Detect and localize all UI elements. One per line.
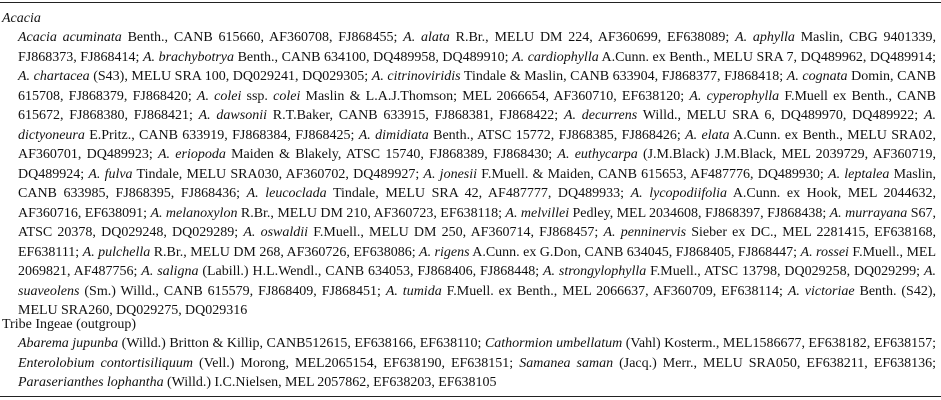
specimen-entry <box>197 89 689 104</box>
top-rule <box>0 2 941 3</box>
voucher-details: ssp. <box>241 88 274 104</box>
taxon-name: A. penninervis <box>603 225 687 240</box>
voucher-details: (Sm.) Willd., CANB 615579, FJ868409, FJ868451; <box>79 283 386 299</box>
voucher-details: Maslin & L.A.J.Thomson; MEL 2066654, AF360710, EF638120; <box>300 88 690 104</box>
section-title-ingeae: Tribe Ingeae (outgroup) <box>2 317 137 332</box>
specimen-entry <box>83 245 419 260</box>
voucher-details: Maiden & Blakely, ATSC 15740, FJ868389, FJ868430; <box>225 147 558 162</box>
taxon-name: A. tumida <box>385 283 442 299</box>
taxon-name: A. dictyoneura <box>18 108 937 143</box>
taxon-name: A. alata <box>403 30 450 45</box>
taxon-name: A. colei <box>196 88 242 104</box>
taxon-name: Samanea saman <box>519 355 614 371</box>
taxon-name: A. cognata <box>786 69 848 84</box>
specimen-entry <box>564 108 924 123</box>
taxon-name: A. brachybotrya <box>142 49 235 65</box>
specimen-entry <box>359 128 685 143</box>
voucher-details: R.Br., MELU DM 268, AF360726, EF638086; <box>150 244 420 260</box>
voucher-details: Tindale & Maslin, CANB 633904, FJ868377, FJ868418; <box>460 69 787 84</box>
ingeae-entries <box>0 334 936 393</box>
voucher-details: (Jacq.) Merr., MELU SRA050, EF638211, EF638136; <box>613 355 936 371</box>
voucher-details: (J.M.Black) J.M.Black, MEL 2039729, AF360719, DQ489924; <box>18 147 937 182</box>
voucher-details: A.Cunn. ex Hook, MEL 2044632, AF360716, EF638091; <box>18 186 936 221</box>
voucher-details: A.Cunn. ex G.Don, CANB 634045, FJ868405, FJ868447; <box>469 244 801 260</box>
taxon-name: A. elata <box>685 127 730 143</box>
taxon-name: A. victoriae <box>787 283 855 299</box>
voucher-details: F.Muell., MELU DM 250, AF360714, FJ868457; <box>308 225 604 240</box>
voucher-details: F.Muell. ex Benth., MEL 2066637, AF360709, EF638114; <box>441 283 788 299</box>
specimen-entry <box>143 50 512 65</box>
taxon-name: A. euthycarpa <box>557 147 638 162</box>
voucher-details: F.Muell., ATSC 13798, DQ029258, DQ029299; <box>646 264 924 279</box>
voucher-details: Benth., CANB 634100, DQ489958, DQ489910; <box>234 49 513 65</box>
voucher-details: A.Cunn. ex Benth., MELU SRA02, AF360701, DQ489923; <box>18 127 936 162</box>
taxon-name: Cathormion umbellatum <box>484 336 623 351</box>
voucher-details: R.T.Baker, CANB 633915, FJ868381, FJ868422; <box>266 108 564 123</box>
voucher-details: Pedley, MEL 2034608, FJ868397, FJ868438; <box>569 205 830 221</box>
specimen-entry <box>512 50 936 65</box>
voucher-details: Tindale, MELU SRA030, AF360702, DQ489927; <box>132 166 424 182</box>
taxon-name: A. eriopoda <box>158 147 226 162</box>
specimen-entry <box>199 108 564 123</box>
section-ingeae <box>0 316 936 393</box>
taxon-name: A. cyperophylla <box>689 88 780 104</box>
voucher-details: Tindale, MELU SRA 42, AF487777, DQ489933; <box>326 186 631 201</box>
voucher-details: (Vahl) Kosterm., MEL1586677, EF638182, EF638157; <box>622 336 936 351</box>
specimen-entry <box>519 356 936 371</box>
voucher-details: Benth., ATSC 15772, FJ868385, FJ868426; <box>428 127 686 143</box>
specimen-entry <box>247 186 631 201</box>
taxon-name: colei <box>273 88 301 104</box>
taxon-name: A. strongylophylla <box>542 264 647 279</box>
bottom-rule <box>0 396 941 397</box>
voucher-details: (Vell.) Morong, MEL2065154, EF638190, EF638151; <box>193 355 520 371</box>
taxon-name: Paraserianthes lophantha <box>18 375 164 390</box>
voucher-details: (Willd.) Britton & Killip, CANB512615, EF638166, EF638110; <box>118 336 485 351</box>
specimen-entry <box>505 206 829 221</box>
taxon-name: A. suaveolens <box>18 264 936 299</box>
taxon-name: A. citrinoviridis <box>371 69 461 84</box>
voucher-details: (Labill.) H.L.Wendl., CANB 634053, FJ868406, FJ868448; <box>198 264 543 279</box>
acacia-entries <box>0 28 936 321</box>
taxon-name: A. dimidiata <box>358 127 429 143</box>
taxon-name: A. cardiophylla <box>512 49 599 65</box>
section-title-acacia: Acacia <box>2 11 41 26</box>
taxon-name: A. aphylla <box>735 30 795 45</box>
specimen-entry <box>372 69 787 84</box>
specimen-entry <box>18 336 485 351</box>
taxon-name: A. decurrens <box>563 108 638 123</box>
voucher-details: Benth., CANB 615660, AF360708, FJ868455; <box>121 30 404 45</box>
taxon-name: A. fulva <box>88 166 133 182</box>
taxon-name: Enterolobium contortisiliquum <box>18 355 194 371</box>
voucher-details: Benth. (S42), MELU SRA260, DQ029275, DQ029316 <box>18 283 936 318</box>
taxon-name: Abarema jupunba <box>18 336 119 351</box>
taxon-name: A. saligna <box>141 264 199 279</box>
specimen-entry <box>18 30 403 45</box>
specimen-entry <box>543 264 924 279</box>
voucher-details: Domin, CANB 615708, FJ868379, FJ868420; <box>18 69 936 104</box>
specimen-entry <box>18 69 372 84</box>
taxon-name: A. melanoxylon <box>150 205 238 221</box>
specimen-entry <box>403 30 735 45</box>
specimen-entry <box>419 245 800 260</box>
section-acacia <box>0 10 936 321</box>
voucher-details: Maslin, CBG 9401339, FJ868373, FJ868414; <box>18 30 936 65</box>
voucher-details: (S43), MELU SRA 100, DQ029241, DQ029305; <box>89 69 372 84</box>
taxon-name: A. leptalea <box>828 166 890 182</box>
specimen-entry <box>158 147 557 162</box>
taxon-name: A. pulchella <box>82 244 151 260</box>
taxon-name: A. oswaldii <box>243 225 309 240</box>
taxon-name: A. chartacea <box>18 69 90 84</box>
taxon-name: A. rigens <box>419 244 470 260</box>
taxon-name: A. lycopodiifolia <box>630 186 728 201</box>
voucher-details: R.Br., MELU DM 210, AF360723, EF638118; <box>237 205 506 221</box>
specimen-entry <box>243 225 603 240</box>
voucher-details: R.Br., MELU DM 224, AF360699, EF638089; <box>449 30 736 45</box>
voucher-details: Maslin, CANB 633985, FJ868395, FJ868436; <box>18 166 936 201</box>
voucher-details: S67, ATSC 20378, DQ029248, DQ029289; <box>18 205 937 240</box>
taxon-name: A. melvillei <box>505 205 570 221</box>
specimen-entry <box>88 167 423 182</box>
voucher-details: (Willd.) I.C.Nielsen, MEL 2057862, EF638203, EF638105 <box>163 375 497 390</box>
taxon-name: A. leucoclada <box>246 186 327 201</box>
specimen-entry <box>423 167 828 182</box>
taxon-name: A. jonesii <box>423 166 478 182</box>
specimen-entry <box>18 356 519 371</box>
voucher-details: F.Muell ex Benth., CANB 615672, FJ868380, FJ868421; <box>18 88 937 123</box>
taxon-name: A. dawsonii <box>198 108 267 123</box>
specimen-entry <box>386 284 788 299</box>
taxon-name: A. murrayana <box>829 205 908 221</box>
voucher-details: F.Muell. & Maiden, CANB 615653, AF487776, DQ489930; <box>477 166 829 182</box>
voucher-details: E.Pritz., CANB 633919, FJ868384, FJ868425; <box>84 127 359 143</box>
taxon-name: A. rossei <box>800 244 849 260</box>
taxon-name: Acacia acuminata <box>18 30 122 45</box>
voucher-details: F.Muell., MEL 2069821, AF487756; <box>18 244 937 279</box>
voucher-details: Willd., MELU SRA 6, DQ489970, DQ489922; <box>637 108 924 123</box>
voucher-details: A.Cunn. ex Benth., MELU SRA 7, DQ489962, DQ489914; <box>598 49 936 65</box>
specimen-entry <box>141 264 543 279</box>
specimen-entry <box>150 206 505 221</box>
specimen-entry <box>18 375 497 390</box>
voucher-details: Sieber ex DC., MEL 2281415, EF638168, EF638111; <box>18 225 936 260</box>
specimen-entry <box>485 336 936 351</box>
